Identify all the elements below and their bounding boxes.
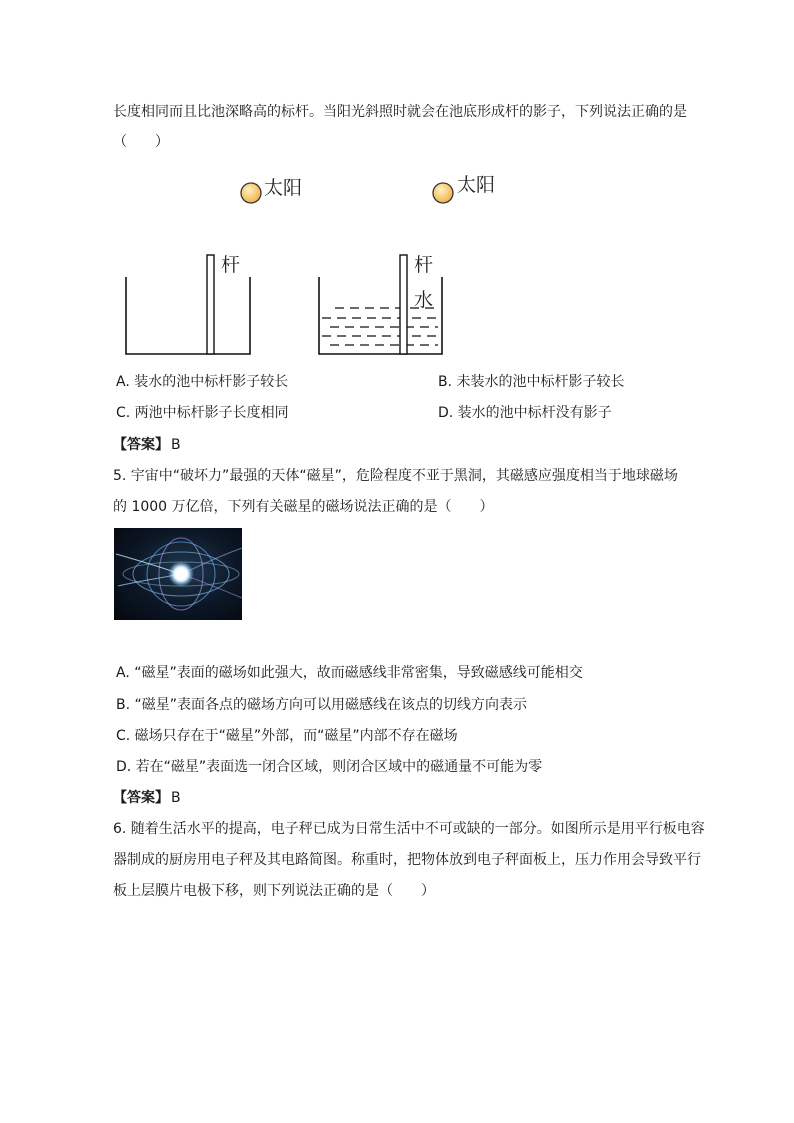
- sun-icon: [241, 183, 261, 203]
- water-surface: [322, 308, 438, 345]
- q5-option-a: A. “磁星”表面的磁场如此强大，故而磁感线非常密集，导致磁感线可能相交: [116, 665, 583, 681]
- water-label: 水: [414, 289, 434, 311]
- q4-option-a: A. 装水的池中标杆影子较长: [116, 374, 289, 390]
- pole: [400, 255, 407, 354]
- q5-option-d: D. 若在“磁星”表面选一闭合区域，则闭合区域中的磁通量不可能为零: [116, 759, 543, 775]
- q4-option-d: D. 装水的池中标杆没有影子: [438, 405, 612, 421]
- pool-wall: [126, 277, 250, 354]
- q5-option-b: B. “磁星”表面各点的磁场方向可以用磁感线在该点的切线方向表示: [116, 697, 528, 713]
- answer-tag: 【答案】: [113, 790, 169, 806]
- q4-stem-line2: （ ）: [113, 134, 169, 150]
- q4-option-b: B. 未装水的池中标杆影子较长: [438, 374, 625, 390]
- answer-value: B: [171, 437, 181, 453]
- pole: [207, 255, 214, 354]
- q5-stem-line1: 5. 宇宙中“破坏力”最强的天体“磁星”，危险程度不亚于黑洞，其磁感应强度相当于地球磁场: [113, 468, 678, 484]
- q4-answer: [113, 435, 181, 455]
- pole-label: 杆: [414, 254, 434, 276]
- q6-stem-line1: 6. 随着生活水平的提高，电子秤已成为日常生活中不可或缺的一部分。如图所示是用平行板电容: [113, 821, 705, 837]
- q5-option-c: C. 磁场只存在于“磁星”外部，而“磁星”内部不存在磁场: [116, 728, 458, 744]
- water-pool-diagram: [319, 174, 495, 354]
- answer-value: B: [171, 790, 181, 806]
- pole-label: 杆: [221, 254, 241, 276]
- q5-answer: [113, 788, 181, 808]
- q5-stem-line2: 的 1000 万亿倍，下列有关磁星的磁场说法正确的是（ ）: [113, 499, 494, 515]
- q4-stem-line1: 长度相同而且比池深略高的标杆。当阳光斜照时就会在池底形成杆的影子，下列说法正确的是: [113, 104, 687, 120]
- sun-icon: [433, 183, 453, 203]
- q6-stem-line2: 器制成的厨房用电子秤及其电路简图。称重时，把物体放到电子秤面板上，压力作用会导致平行: [113, 852, 701, 868]
- q4-figure: [0, 160, 794, 360]
- q4-option-c: C. 两池中标杆影子长度相同: [116, 405, 289, 421]
- sun-label: 太阳: [264, 177, 303, 199]
- q6-stem-line3: 板上层膜片电极下移，则下列说法正确的是（ ）: [113, 883, 435, 899]
- answer-tag: 【答案】: [113, 437, 169, 453]
- magnetar-image: [114, 528, 242, 620]
- empty-pool-diagram: [126, 177, 302, 354]
- sun-label: 太阳: [457, 174, 496, 196]
